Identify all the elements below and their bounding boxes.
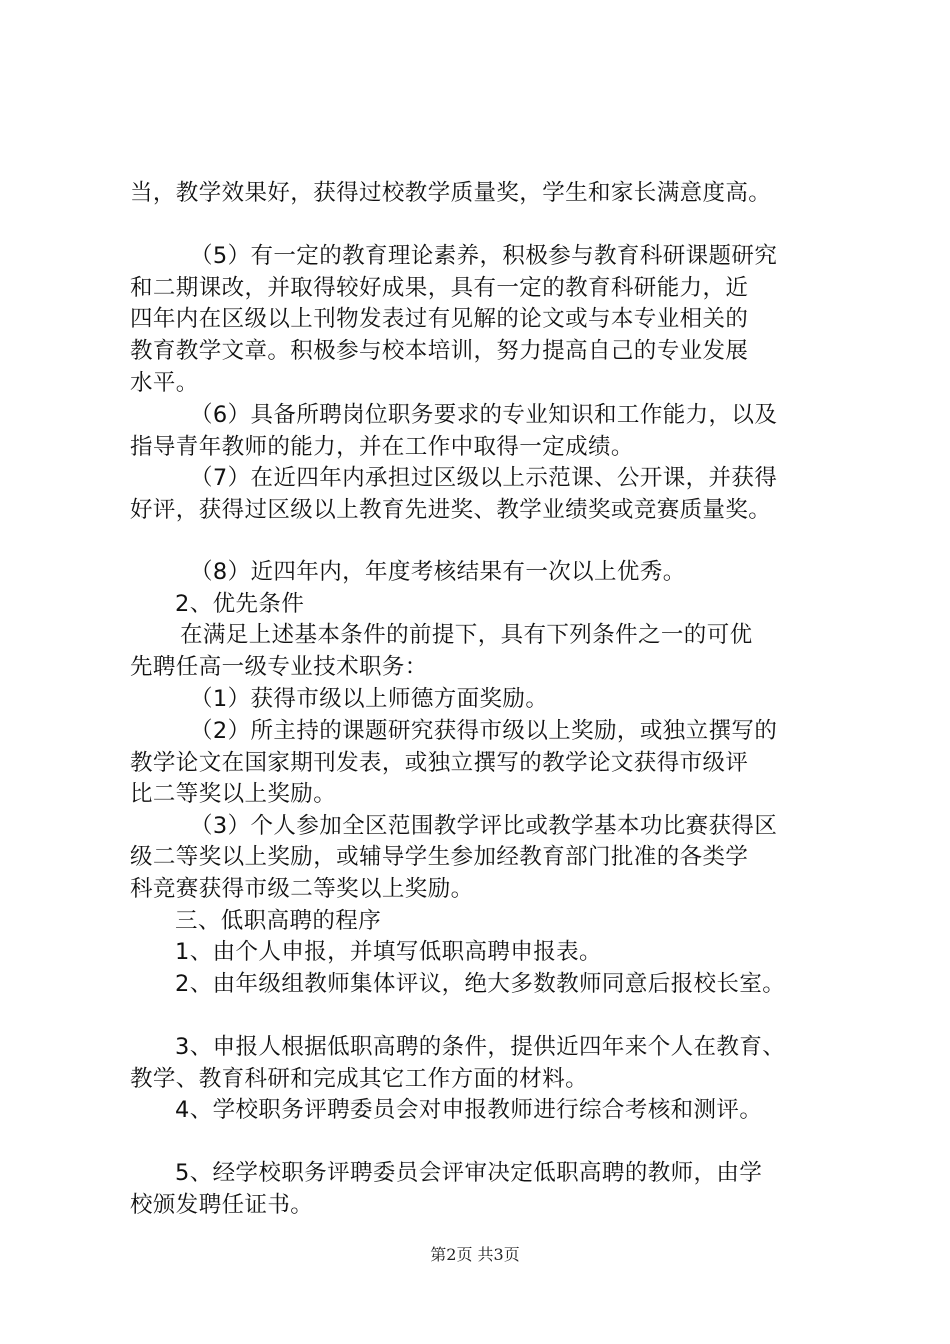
text-line: 和二期课改，并取得较好成果，具有一定的教育科研能力，近 <box>130 275 749 301</box>
text-line: 教学论文在国家期刊发表，或独立撰写的教学论文获得市级评 <box>130 750 749 776</box>
text-line: 先聘任高一级专业技术职务： <box>130 654 428 680</box>
text-line: 指导青年教师的能力，并在工作中取得一定成绩。 <box>130 434 634 460</box>
text-line: （5）有一定的教育理论素养，积极参与教育科研课题研究 <box>190 243 778 269</box>
text-line: 当，教学效果好，获得过校教学质量奖，学生和家长满意度高。 <box>130 180 772 206</box>
text-line: 教学、教育科研和完成其它工作方面的材料。 <box>130 1066 589 1092</box>
text-line: （1）获得市级以上师德方面奖励。 <box>190 686 549 712</box>
text-line: 好评，获得过区级以上教育先进奖、教学业绩奖或竞赛质量奖。 <box>130 497 772 523</box>
section-heading: 2、优先条件 <box>175 591 305 617</box>
text-line: 在满足上述基本条件的前提下，具有下列条件之一的可优 <box>180 622 753 648</box>
text-line: 教育教学文章。积极参与校本培训，努力提高自己的专业发展 <box>130 338 749 364</box>
text-line: 比二等奖以上奖励。 <box>130 781 337 807</box>
text-line: 2、由年级组教师集体评议，绝大多数教师同意后报校长室。 <box>175 971 786 997</box>
text-line: （8）近四年内，年度考核结果有一次以上优秀。 <box>190 559 686 585</box>
text-line: （7）在近四年内承担过区级以上示范课、公开课，并获得 <box>190 465 778 491</box>
text-line: 1、由个人申报，并填写低职高聘申报表。 <box>175 939 602 965</box>
page-footer: 第2页 共3页 <box>430 1245 520 1264</box>
text-line: 校颁发聘任证书。 <box>130 1192 314 1218</box>
text-line: 5、经学校职务评聘委员会评审决定低职高聘的教师，由学 <box>175 1160 763 1186</box>
text-line: 4、学校职务评聘委员会对申报教师进行综合考核和测评。 <box>175 1097 763 1123</box>
text-line: （3）个人参加全区范围教学评比或教学基本功比赛获得区 <box>190 813 778 839</box>
text-line: 四年内在区级以上刊物发表过有见解的论文或与本专业相关的 <box>130 306 749 332</box>
text-line: （6）具备所聘岗位职务要求的专业知识和工作能力，以及 <box>190 402 778 428</box>
text-line: （2）所主持的课题研究获得市级以上奖励，或独立撰写的 <box>190 718 778 744</box>
text-line: 水平。 <box>130 370 199 396</box>
text-line: 级二等奖以上奖励，或辅导学生参加经教育部门批准的各类学 <box>130 844 749 870</box>
section-heading: 三、低职高聘的程序 <box>175 908 382 934</box>
text-line: 3、申报人根据低职高聘的条件，提供近四年来个人在教育、 <box>175 1034 786 1060</box>
text-line: 科竞赛获得市级二等奖以上奖励。 <box>130 876 474 902</box>
